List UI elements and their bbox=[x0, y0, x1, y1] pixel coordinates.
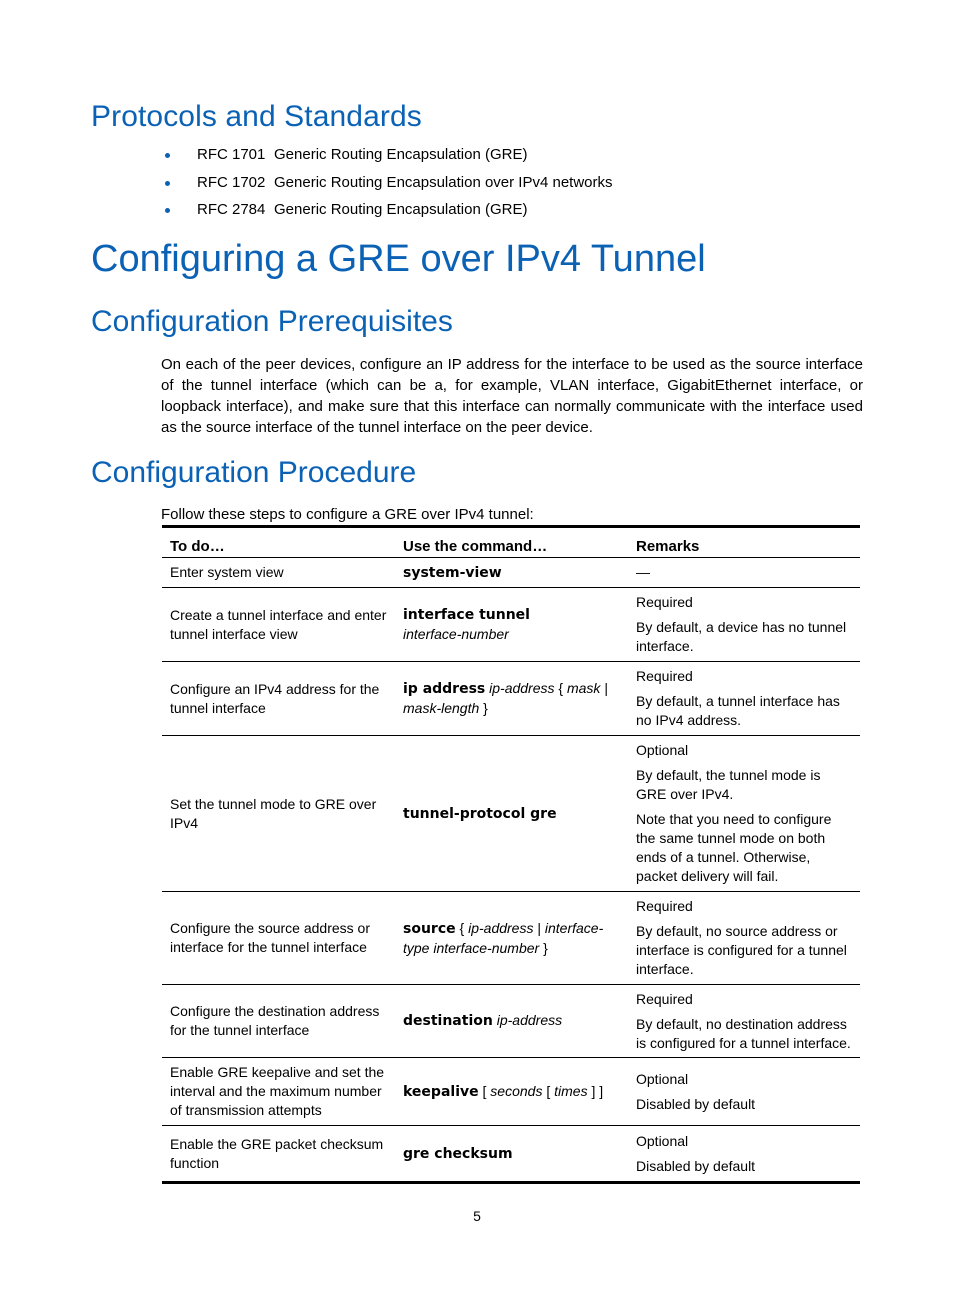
command-syntax: | bbox=[600, 680, 612, 696]
remark-line: Required bbox=[636, 898, 693, 914]
command-syntax: { bbox=[455, 919, 469, 936]
table-row bbox=[162, 985, 860, 1058]
command-syntax: ] ] bbox=[587, 1082, 604, 1099]
cell-remarks bbox=[628, 558, 860, 588]
cell-command bbox=[395, 662, 628, 736]
cell-command bbox=[395, 588, 628, 662]
rfc-number: RFC 1702 bbox=[197, 173, 266, 191]
cell-command bbox=[395, 736, 628, 892]
command-syntax: { bbox=[554, 680, 567, 696]
table-header-row bbox=[162, 527, 860, 558]
table-row bbox=[162, 1126, 860, 1183]
cell-remarks bbox=[628, 1126, 860, 1183]
command-keyword: source bbox=[403, 920, 456, 937]
cell-command bbox=[395, 558, 628, 588]
table-row bbox=[162, 736, 860, 892]
remark-line: Optional bbox=[636, 742, 689, 758]
command-syntax: [ bbox=[478, 1082, 491, 1099]
table-row bbox=[162, 588, 860, 662]
remark-line: By default, the tunnel mode is GRE over IPv4. bbox=[636, 767, 821, 802]
remark-line: By default, no destination address is configured for a tunnel interface. bbox=[636, 1015, 851, 1051]
cell-remarks bbox=[628, 1058, 860, 1126]
remark-line: Note that you need to configure the same tunnel mode on both ends of a tunnel. Otherwise, packet delivery will fail. bbox=[636, 811, 832, 884]
command-keyword: ip address bbox=[403, 681, 486, 697]
remark-line: By default, no source address or interface is configured for a tunnel interface. bbox=[636, 923, 847, 977]
cell-remarks bbox=[628, 588, 860, 662]
cell-todo: Configure an IPv4 address for the tunnel interface bbox=[162, 662, 395, 736]
cell-todo: Create a tunnel interface and enter tunnel interface view bbox=[162, 588, 395, 662]
prerequisites-paragraph: On each of the peer devices, configure an IP address for the interface to be used as the source interface of the tunnel interface (which can be a, for example, VLAN interface, GigabitEthernet interface, or loopback interface), and make sure that this interface can normally communicate with the interface used as the source interface of the tunnel interface on the peer device. bbox=[161, 356, 863, 436]
command-argument: seconds bbox=[490, 1082, 543, 1099]
remark-line: Required bbox=[636, 990, 693, 1007]
cell-remarks bbox=[628, 985, 860, 1058]
cell-todo: Configure the source address or interface for the tunnel interface bbox=[162, 892, 395, 985]
command-syntax: } bbox=[539, 939, 548, 956]
list-item bbox=[161, 145, 613, 173]
command-keyword: interface tunnel bbox=[403, 607, 530, 623]
table-row bbox=[162, 558, 860, 588]
rfc-title: Generic Routing Encapsulation (GRE) bbox=[274, 201, 528, 218]
column-header-todo: To do… bbox=[162, 527, 395, 558]
command-argument: interface-type interface-number bbox=[403, 919, 604, 956]
command-keyword: tunnel-protocol gre bbox=[403, 805, 557, 822]
command-syntax: | bbox=[533, 919, 545, 936]
remark-line: Disabled by default bbox=[636, 1157, 756, 1174]
remark-line: Disabled by default bbox=[636, 1095, 756, 1112]
command-argument: times bbox=[554, 1082, 588, 1099]
command-argument: interface-number bbox=[403, 626, 509, 642]
command-syntax: } bbox=[479, 700, 488, 716]
cell-todo: Set the tunnel mode to GRE over IPv4 bbox=[162, 736, 395, 892]
cell-todo: Enable GRE keepalive and set the interval and the maximum number of transmission attempts bbox=[162, 1058, 395, 1126]
cell-command bbox=[395, 1126, 628, 1183]
bullet-icon bbox=[165, 153, 170, 158]
command-keyword: keepalive bbox=[403, 1083, 479, 1100]
cell-remarks bbox=[628, 892, 860, 985]
command-argument: ip-address bbox=[489, 680, 555, 696]
command-keyword: destination bbox=[403, 1013, 493, 1029]
section-heading-prerequisites: Configuration Prerequisites bbox=[91, 305, 453, 338]
cell-command bbox=[395, 1058, 628, 1126]
remark-line: Optional bbox=[636, 1132, 689, 1149]
bullet-icon bbox=[165, 208, 170, 213]
column-header-remarks: Remarks bbox=[628, 527, 860, 558]
rfc-title: Generic Routing Encapsulation over IPv4 networks bbox=[274, 173, 613, 191]
cell-todo: Enable the GRE packet checksum function bbox=[162, 1126, 395, 1183]
command-keyword: system-view bbox=[403, 564, 502, 581]
command-argument: ip-address bbox=[468, 919, 534, 936]
command-argument: ip-address bbox=[496, 1012, 563, 1028]
remark-line: Required bbox=[636, 594, 693, 610]
cell-remarks bbox=[628, 736, 860, 892]
cell-remarks bbox=[628, 662, 860, 736]
list-item bbox=[161, 173, 613, 201]
command-keyword: gre checksum bbox=[403, 1145, 513, 1162]
page-number: 5 bbox=[473, 1208, 481, 1224]
remark-line: By default, a tunnel interface has no IPv4 address. bbox=[636, 693, 840, 728]
rfc-number: RFC 1701 bbox=[197, 146, 266, 163]
cell-command bbox=[395, 892, 628, 985]
table-row bbox=[162, 1058, 860, 1126]
section-heading-protocols: Protocols and Standards bbox=[91, 100, 422, 133]
remark-line: By default, a device has no tunnel interface. bbox=[636, 619, 847, 654]
remark-line: Required bbox=[636, 668, 693, 684]
remark-line: — bbox=[636, 564, 650, 580]
cell-todo: Enter system view bbox=[162, 558, 395, 588]
command-argument: mask bbox=[566, 680, 601, 696]
table-row bbox=[162, 892, 860, 985]
list-item bbox=[161, 200, 613, 228]
column-header-command: Use the command… bbox=[395, 527, 628, 558]
command-argument: mask-length bbox=[403, 700, 480, 716]
configuration-table bbox=[162, 525, 860, 1184]
cell-command bbox=[395, 985, 628, 1058]
remark-line: Optional bbox=[636, 1070, 689, 1087]
bullet-icon bbox=[165, 181, 170, 186]
table-row bbox=[162, 662, 860, 736]
section-heading-procedure: Configuration Procedure bbox=[91, 456, 417, 489]
rfc-number: RFC 2784 bbox=[197, 201, 266, 218]
chapter-title: Configuring a GRE over IPv4 Tunnel bbox=[91, 238, 706, 280]
rfc-title: Generic Routing Encapsulation (GRE) bbox=[274, 146, 528, 163]
procedure-intro: Follow these steps to configure a GRE over IPv4 tunnel: bbox=[161, 506, 534, 523]
cell-todo: Configure the destination address for the tunnel interface bbox=[162, 985, 395, 1058]
command-syntax: [ bbox=[542, 1082, 555, 1099]
rfc-list bbox=[161, 145, 613, 228]
table-body bbox=[162, 558, 860, 1183]
